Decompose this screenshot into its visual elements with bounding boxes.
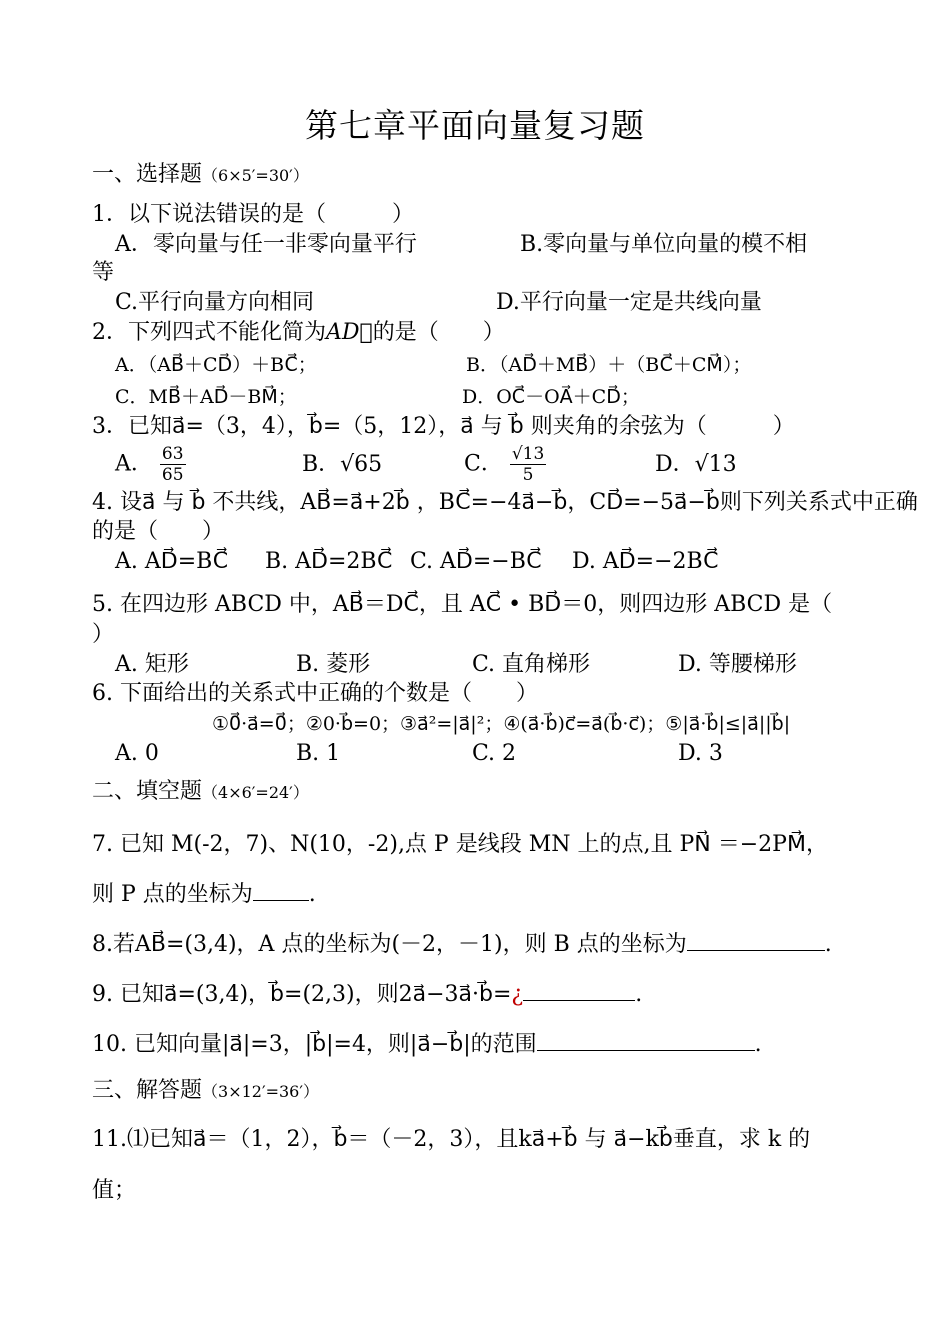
answer-blank[interactable] — [537, 1028, 755, 1051]
question-1-option-d: D.平行向量一定是共线向量 — [496, 290, 762, 315]
question-5-option-a: A. 矩形 — [115, 652, 189, 677]
question-2-stem-post: 的是（ ） — [372, 320, 505, 345]
section-score: （4×6′=24′） — [202, 783, 309, 802]
question-8 — [92, 928, 832, 960]
question-6-option-d: D. 3 — [678, 741, 723, 766]
fraction-numerator: 63 — [161, 444, 184, 464]
question-3-stem: 3．已知a⃗=（3，4），b⃗=（5，12），a⃗ 与 b⃗ 则夹角的余弦为（ ） — [92, 414, 795, 439]
question-4-option-d: D. AD⃗=−2BC⃗ — [572, 549, 719, 574]
option-label: C． — [115, 386, 149, 408]
question-7-line-1: 7. 已知 M(-2，7)、N(10，-2),点 P 是线段 MN 上的点,且 PN⃗ ＝−2PM⃗， — [92, 832, 828, 857]
question-8-prompt: 8.若AB⃗=(3,4)，A 点的坐标为(－2，－1)，则 B 点的坐标为 — [92, 932, 687, 957]
question-3-option-d: D．√13 — [655, 452, 737, 477]
option-expression: （AD⃗＋MB⃗）＋（BC⃗＋CM⃗）； — [498, 354, 752, 376]
answer-blank[interactable] — [253, 878, 309, 901]
question-4-option-b: B. AD⃗=2BC⃗ — [265, 549, 393, 574]
question-3-option-b: B．√65 — [302, 452, 383, 477]
question-9-period: . — [635, 982, 643, 1007]
question-7-period: . — [308, 882, 316, 907]
section-label: 二、填空题 — [92, 779, 203, 804]
question-2-option-d — [462, 382, 640, 412]
question-3-option-c — [464, 444, 546, 485]
section-label: 一、选择题 — [92, 162, 203, 187]
question-5-option-c: C. 直角梯形 — [472, 652, 591, 677]
question-1-stem: 1．以下说法错误的是（ ） — [92, 202, 414, 227]
option-label: A． — [115, 354, 148, 376]
section-score: （6×5′=30′） — [202, 166, 309, 185]
question-4-stem-continued: 的是（ ） — [92, 519, 225, 544]
page-title: 第七章平面向量复习题 — [305, 106, 645, 145]
section-heading-choice — [92, 160, 309, 191]
question-2-stem-vector: AD⃗ — [326, 320, 373, 345]
option-label: D． — [462, 386, 497, 408]
section-label: 三、解答题 — [92, 1078, 203, 1103]
option-label: B． — [466, 354, 499, 376]
question-2-option-c — [115, 382, 297, 412]
question-7-line-2 — [92, 878, 316, 910]
question-5-stem-continued: ） — [92, 622, 115, 647]
question-1-option-a: A．零向量与任一非零向量平行 — [115, 232, 417, 257]
question-10 — [92, 1028, 762, 1060]
section-heading-fill — [92, 777, 309, 808]
question-1-option-b: B.零向量与单位向量的模不相 — [520, 232, 808, 257]
question-2-stem — [92, 318, 505, 348]
question-6-option-c: C. 2 — [472, 741, 517, 766]
answer-blank[interactable] — [687, 928, 825, 951]
question-4-option-c: C. AD⃗=−BC⃗ — [410, 549, 542, 574]
question-4-option-a: A. AD⃗=BC⃗ — [115, 549, 229, 574]
fraction-denominator: 5 — [522, 465, 534, 485]
question-4-stem: 4. 设a⃗ 与 b⃗ 不共线，AB⃗=a⃗+2b⃗ ，BC⃗=−4a⃗−b⃗，CD⃗=−5a⃗−b⃗则下列关系式中正确 — [92, 490, 918, 515]
option-expression: （AB⃗＋CD⃗）＋BC⃗； — [147, 354, 317, 376]
question-5-option-d: D. 等腰梯形 — [678, 652, 797, 677]
question-9-stray-glyph: ¿ — [511, 982, 524, 1007]
question-2-option-a — [115, 350, 317, 380]
option-label: A． — [115, 451, 153, 477]
section-heading-solve — [92, 1076, 319, 1107]
answer-blank[interactable] — [523, 978, 635, 1001]
fraction — [160, 444, 186, 485]
question-2-stem-pre: 2．下列四式不能化简为 — [92, 320, 326, 345]
fraction-numerator: √13 — [511, 444, 545, 464]
question-9 — [92, 978, 642, 1010]
question-1-option-b-continued: 等 — [92, 260, 115, 285]
question-6-option-a: A. 0 — [115, 741, 159, 766]
question-11-line-1: 11.⑴已知a⃗＝（1，2），b⃗＝（－2，3），且ka⃗+b⃗ 与 a⃗−kb⃗垂直，求 k 的 — [92, 1127, 811, 1152]
question-10-period: . — [754, 1032, 762, 1057]
fraction-denominator: 65 — [161, 465, 184, 485]
fraction — [510, 444, 546, 485]
question-2-option-b — [466, 350, 751, 380]
question-7-prompt: 则 P 点的坐标为 — [92, 882, 253, 907]
section-score: （3×12′=36′） — [202, 1082, 319, 1101]
question-9-prompt: 9. 已知a⃗=(3,4)，b⃗=(2,3)，则2a⃗−3a⃗·b⃗= — [92, 982, 512, 1007]
question-11-line-2: 值； — [92, 1178, 137, 1203]
question-6-option-b: B. 1 — [296, 741, 341, 766]
option-expression: MB⃗＋AD⃗－BM⃗； — [148, 386, 297, 408]
question-8-period: . — [824, 932, 832, 957]
option-expression: OC⃗－OA⃗＋CD⃗； — [496, 386, 640, 408]
question-5-option-b: B. 菱形 — [296, 652, 371, 677]
question-6-statements: ①0⃗·a⃗=0⃗；②0·b⃗=0；③a⃗²=|a⃗|²；④(a⃗·b⃗)c⃗=a⃗(b⃗·c⃗)；⑤|a⃗·b⃗|≤|a⃗||b⃗| — [212, 713, 791, 735]
question-3-option-a — [115, 444, 186, 485]
question-1-option-c: C.平行向量方向相同 — [115, 290, 315, 315]
question-6-stem: 6. 下面给出的关系式中正确的个数是（ ） — [92, 681, 538, 706]
option-label: C． — [464, 451, 503, 477]
question-10-prompt: 10. 已知向量|a⃗|=3，|b⃗|=4，则|a⃗−b⃗|的范围 — [92, 1032, 537, 1057]
question-5-stem: 5. 在四边形 ABCD 中，AB⃗＝DC⃗，且 AC⃗ • BD⃗＝0，则四边形 ABCD 是（ — [92, 592, 833, 617]
